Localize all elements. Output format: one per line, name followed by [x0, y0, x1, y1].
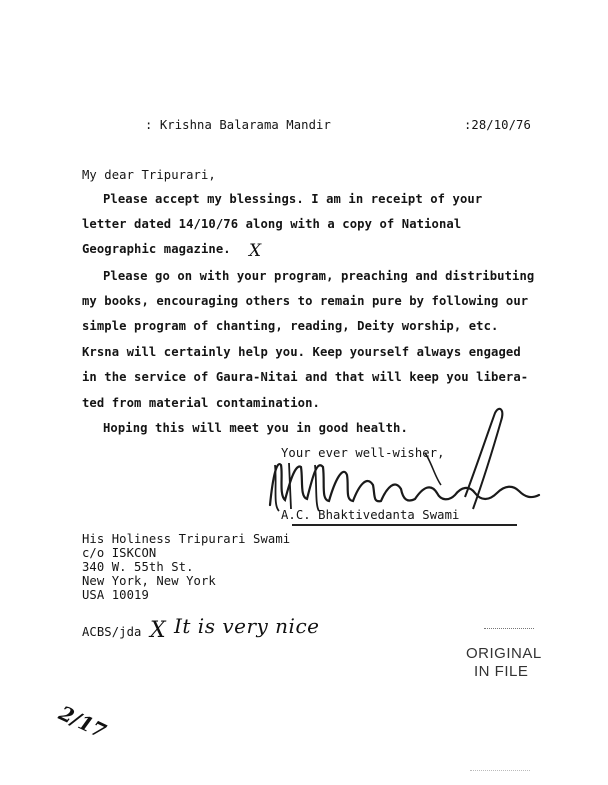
body-line-6: simple program of chanting, reading, Deity worship, etc.	[82, 319, 499, 333]
body-line-9: ted from material contamination.	[82, 396, 320, 410]
x-mark-magazine: X	[249, 241, 262, 261]
address-line-5: USA 10019	[82, 588, 149, 602]
body-line-4: Please go on with your program, preaching and distributing	[103, 269, 535, 283]
body-line-7: Krsna will certainly help you. Keep yourself always engaged	[82, 345, 521, 359]
body-line-2: letter dated 14/10/76 along with a copy of National	[82, 217, 462, 231]
signature	[255, 405, 555, 525]
x-mark-note: X	[150, 618, 166, 643]
body-line-8: in the service of Gaura-Nitai and that will keep you libera-	[82, 370, 529, 384]
body-line-1: Please accept my blessings. I am in receipt of your	[103, 192, 483, 206]
initials: ACBS/jda	[82, 625, 142, 639]
body-line-3: Geographic magazine.	[82, 242, 231, 256]
address-line-4: New York, New York	[82, 574, 216, 588]
address-line-3: 340 W. 55th St.	[82, 560, 194, 574]
stamp-dots	[484, 628, 534, 633]
address-line-2: c/o ISKCON	[82, 546, 157, 560]
signature-underline	[292, 524, 517, 526]
header-date: :28/10/76	[464, 118, 531, 132]
body-line-10: Hoping this will meet you in good health.	[103, 421, 408, 435]
signatory: A.C. Bhaktivedanta Swami	[281, 508, 460, 522]
header-location: : Krishna Balarama Mandir	[145, 118, 331, 132]
stamp-original: ORIGINAL	[466, 645, 542, 662]
body-line-5: my books, encouraging others to remain pure by following our	[82, 294, 529, 308]
scan-speck	[470, 770, 530, 772]
stamp-in-file: IN FILE	[474, 663, 529, 680]
salutation: My dear Tripurari,	[82, 168, 216, 182]
corner-mark: 2/17	[55, 700, 110, 744]
address-line-1: His Holiness Tripurari Swami	[82, 532, 291, 546]
handwritten-note: It is very nice	[174, 614, 320, 638]
closing: Your ever well-wisher,	[281, 446, 445, 460]
